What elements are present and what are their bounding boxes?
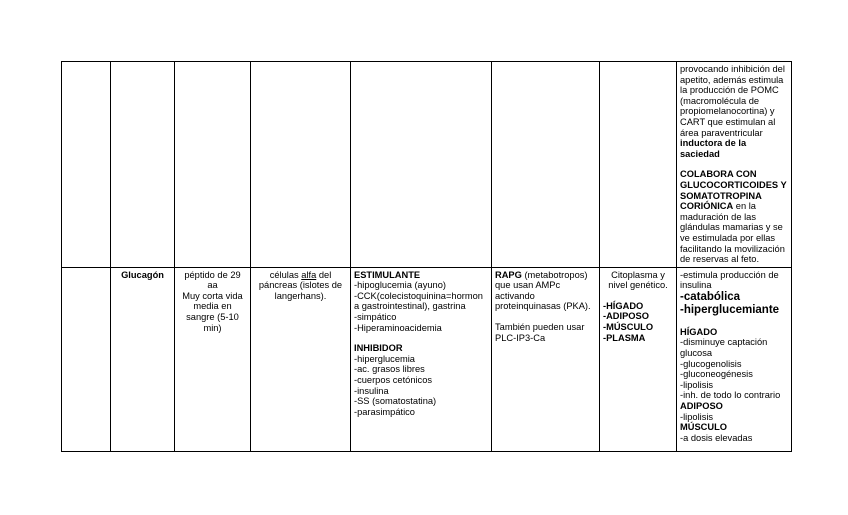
hormone-name-cell (111, 267, 175, 451)
table-cell (251, 62, 351, 268)
adipose-title: ADIPOSO (680, 401, 723, 412)
table-row (62, 267, 792, 451)
inhibitors-title: INHIBIDOR (354, 343, 403, 354)
table-cell (111, 62, 175, 268)
liver-title: HÍGADO (680, 326, 718, 337)
table-cell (492, 62, 600, 268)
table-cell (62, 267, 111, 451)
hormone-name: Glucagón (121, 269, 164, 280)
location-cell: Citoplasma y nivel genético. -HÍGADO -ADIPOSO -MÚSCULO -PLASMA (600, 267, 677, 451)
table-cell (600, 62, 677, 268)
effects-cell: provocando inhibición del apetito, además estimula la producción de POMC (macromolécula de propiomelanocortina) y CART que estimulan al área paraventricular inductora de la saciedad COLABORA CON GLUCOCORTICOIDES Y SOMATOTROPINA CORIÓNICA en la maduración de las glándulas mamarias y se ve estimulada por ellas facilitando la movilización de reservas al feto. (677, 62, 792, 268)
table-cell (351, 62, 492, 268)
stimulants-title: ESTIMULANTE (354, 269, 421, 280)
origin-cell: células alfa del páncreas (islotes de langerhans). (251, 267, 351, 451)
regulation-cell: ESTIMULANTE -hipoglucemia (ayuno) -CCK(colecistoquinina=hormon a gastrointestinal), gastrina -simpático -Hiperaminoacidemia INHIBIDOR -hiperglucemia -ac. grasos libres -cuerpos cetónicos -insulina -SS (somatostatina) -parasimpático (351, 267, 492, 451)
receptor-cell: RAPG (metabotropos) que usan AMPc activando proteinquinasas (PKA). También pueden usar PLC-IP3-Ca (492, 267, 600, 451)
satiety-text: inductora de la saciedad (680, 138, 747, 159)
structure-cell: péptido de 29 aa Muy corta vida media en sangre (5-10 min) (175, 267, 251, 451)
effects-cell: -estimula producción de insulina -catabólica -hiperglucemiante HÍGADO -disminuye captación glucosa -glucogenolisis -gluconeogénesis -lipolisis -inh. de todo lo contrario ADIPOSO -lipolisis MÚSCULO -a dosis elevadas (677, 267, 792, 451)
table-cell (62, 62, 111, 268)
table-cell (175, 62, 251, 268)
table-row (62, 62, 792, 268)
muscle-title: MÚSCULO (680, 422, 727, 433)
hormone-table (61, 61, 792, 452)
